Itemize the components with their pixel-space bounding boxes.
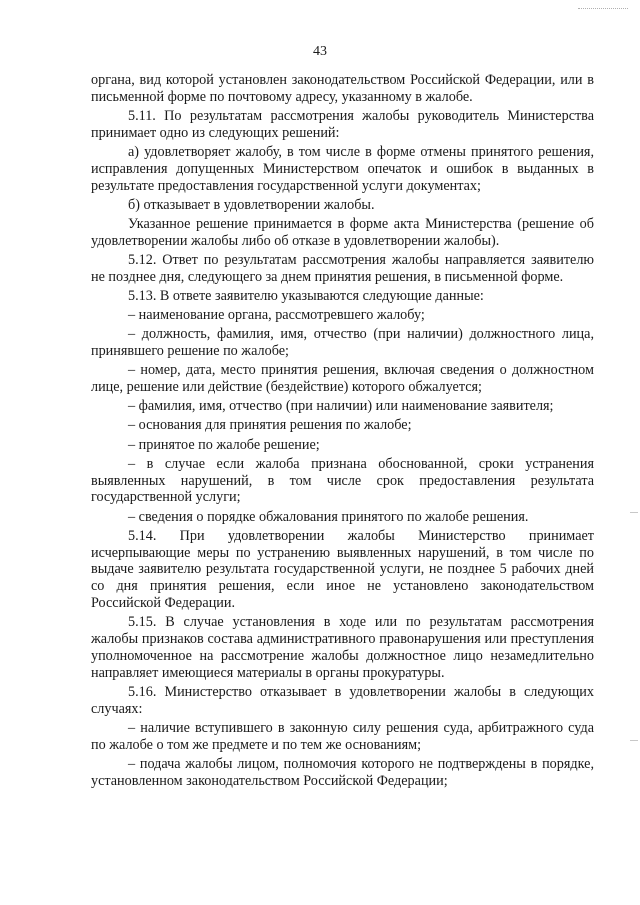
list-item: – основания для принятия решения по жалобе; [128,417,412,434]
paragraph-5-16: 5.16. Министерство отказывает в удовлетворении жалобы в следующих случаях: [91,683,594,717]
paragraph-5-13: 5.13. В ответе заявителю указываются следующие данные: [128,287,484,304]
list-item: б) отказывает в удовлетворении жалобы. [128,196,375,213]
list-item: – подача жалобы лицом, полномочия которого не подтверждены в порядке, установленном законодательством Российской Федерации; [91,755,594,789]
paragraph-continuation: органа, вид которой установлен законодательством Российской Федерации, или в письменной форме по почтовому адресу, указанному в жалобе. [91,72,594,105]
paragraph-5-12: 5.12. Ответ по результатам рассмотрения жалобы направляется заявителю не позднее дня, следующего за днем принятия решения, в письменной форме. [91,251,594,285]
list-item: – наличие вступившего в законную силу решения суда, арбитражного суда по жалобе о том же предмете и по тем же основаниям; [91,719,594,753]
scan-edge-mark [630,740,638,745]
paragraph-5-14: 5.14. При удовлетворении жалобы Министерство принимает исчерпывающие меры по устранению выявленных нарушений, в том числе по выдаче заявителю результата государственной услуги, не позднее 5 рабочих дней со дня принятия решения, если иное не установлено законодательством Российской Федерации. [91,527,594,611]
paragraph-5-11: 5.11. По результатам рассмотрения жалобы руководитель Министерства принимает одно из следующих решений: [91,107,594,141]
list-item: – принятое по жалобе решение; [128,436,320,453]
paragraph-5-15: 5.15. В случае установления в ходе или по результатам рассмотрения жалобы признаков состава административного правонарушения или преступления уполномоченное на рассмотрение жалобы должностное лицо незамедлительно направляет имеющиеся материалы в органы прокуратуры. [91,614,594,681]
list-item: – наименование органа, рассмотревшего жалобу; [128,307,425,324]
list-item: – в случае если жалоба признана обоснованной, сроки устранения выявленных нарушений, в том числе срок предоставления результата государственной услуги; [91,455,594,506]
list-item: – номер, дата, место принятия решения, включая сведения о должностном лице, решение или действие (бездействие) которого обжалуется; [91,362,594,396]
scan-corner-mark [578,8,628,11]
paragraph: Указанное решение принимается в форме акта Министерства (решение об удовлетворении жалобы либо об отказе в удовлетворении жалобы). [91,215,594,249]
page-number: 43 [313,44,327,59]
list-item: а) удовлетворяет жалобу, в том числе в форме отмены принятого решения, исправления допущенных Министерством опечаток и ошибок в выданных в результате предоставления государственной услуги документах; [91,143,594,194]
scan-edge-mark [630,512,638,517]
list-item: – фамилия, имя, отчество (при наличии) или наименование заявителя; [128,398,554,415]
list-item: – сведения о порядке обжалования принятого по жалобе решения. [128,508,529,525]
list-item: – должность, фамилия, имя, отчество (при наличии) должностного лица, принявшего решение по жалобе; [91,326,594,360]
document-body [91,72,594,792]
